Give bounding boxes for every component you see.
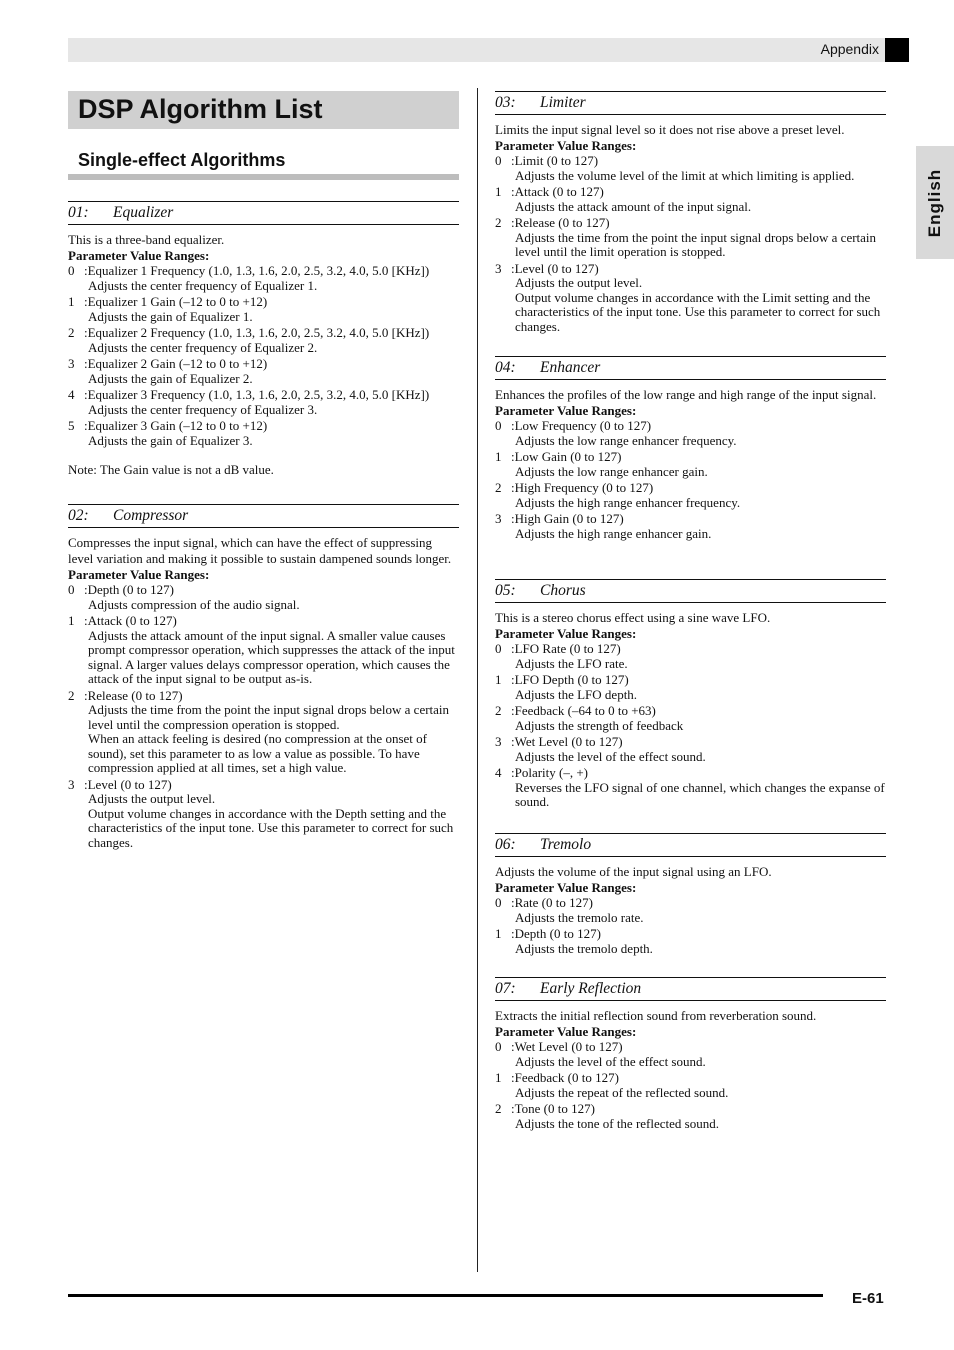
section-title: Compressor — [113, 507, 189, 524]
parameter-item — [495, 216, 886, 260]
parameter-name: :Level (0 to 127) — [84, 776, 172, 792]
parameter-item — [495, 896, 886, 925]
parameter-index: 0 — [495, 153, 502, 168]
parameter-description: Adjusts the LFO depth. — [515, 686, 638, 702]
parameter-name: :Tone (0 to 127) — [511, 1101, 595, 1116]
parameter-description: Adjusts the center frequency of Equalizer 1. — [88, 277, 318, 293]
parameter-name: :LFO Rate (0 to 127) — [511, 641, 621, 656]
parameter-description: Adjusts the strength of feedback — [515, 717, 684, 733]
parameter-index: 2 — [495, 703, 502, 718]
parameter-item — [495, 154, 886, 183]
parameter-description: Adjusts the output level. — [515, 275, 643, 290]
parameter-name: :Release (0 to 127) — [84, 687, 183, 703]
parameter-description: Adjusts the attack amount of the input signal. A smaller value causes prompt compressor operation, which suppresses the attack of the input signal. A larger values delays compressor operation, which causes the attack of the input signal to be output as-is. — [88, 627, 455, 686]
page-title: DSP Algorithm List — [78, 94, 323, 124]
parameter-name: :Release (0 to 127) — [511, 215, 610, 230]
parameter-item — [495, 450, 886, 479]
section-title: Early Reflection — [540, 980, 642, 997]
section-note: Note: The Gain value is not a dB value. — [68, 462, 274, 477]
parameter-name: :Limit (0 to 127) — [511, 153, 599, 168]
parameter-index: 3 — [68, 356, 75, 371]
page-title-box — [68, 91, 459, 129]
parameter-description: Adjusts the time from the point the input signal drops below a certain level until the compression operation is stopped. — [88, 702, 450, 732]
parameter-item — [495, 927, 886, 956]
parameter-description: Adjusts the LFO rate. — [515, 655, 628, 671]
parameter-ranges-label: Parameter Value Ranges: — [495, 626, 637, 641]
parameter-index: 2 — [495, 480, 502, 495]
parameter-index: 0 — [68, 263, 75, 278]
section-title: Limiter — [540, 94, 586, 111]
parameter-description: Reverses the LFO signal of one channel, which changes the expanse of sound. — [515, 779, 885, 809]
column-divider — [477, 88, 478, 1272]
header-label: Appendix — [820, 41, 879, 57]
parameter-item — [495, 1071, 886, 1100]
section-heading — [68, 504, 459, 528]
parameter-name: :Level (0 to 127) — [511, 260, 599, 276]
parameter-item — [495, 704, 886, 733]
parameter-description: Adjusts the volume level of the limit at which limiting is applied. — [515, 167, 855, 183]
parameter-item — [495, 185, 886, 214]
parameter-name: :Attack (0 to 127) — [84, 613, 177, 628]
section-number: 05: — [495, 582, 516, 599]
language-tab — [916, 146, 954, 259]
section-description: Compresses the input signal, which can have the effect of suppressing level variation and making it possible to sustain dampened sounds longer. — [68, 535, 452, 566]
section-number: 01: — [68, 204, 89, 221]
footer-rule — [68, 1294, 823, 1297]
section-number: 03: — [495, 94, 516, 111]
section-description: Extracts the initial reflection sound from reverberation sound. — [495, 1008, 817, 1023]
parameter-name: :Equalizer 2 Frequency (1.0, 1.3, 1.6, 2.0, 2.5, 3.2, 4.0, 5.0 [KHz]) — [84, 325, 430, 340]
parameter-name: :Equalizer 1 Frequency (1.0, 1.3, 1.6, 2.0, 2.5, 3.2, 4.0, 5.0 [KHz]) — [84, 263, 430, 278]
section-title: Chorus — [540, 582, 586, 599]
parameter-index: 1 — [495, 1070, 502, 1085]
parameter-index: 1 — [495, 184, 502, 199]
parameter-item — [68, 583, 459, 612]
parameter-item — [495, 735, 886, 764]
parameter-description: Adjusts the low range enhancer gain. — [515, 463, 708, 479]
parameter-name: :Depth (0 to 127) — [511, 926, 601, 941]
section-number: 06: — [495, 836, 516, 853]
parameter-item — [68, 357, 459, 386]
parameter-name: :Feedback (0 to 127) — [511, 1070, 619, 1085]
section-heading — [68, 201, 459, 225]
parameter-index: 2 — [495, 215, 502, 230]
parameter-item — [495, 1040, 886, 1069]
parameter-item — [68, 419, 459, 448]
parameter-ranges-label: Parameter Value Ranges: — [495, 403, 637, 418]
parameter-name: :Wet Level (0 to 127) — [511, 734, 623, 749]
section-tremolo — [495, 833, 886, 958]
parameter-description: Adjusts the output level. — [88, 791, 216, 806]
parameter-index: 5 — [68, 418, 75, 433]
section-heading — [495, 579, 886, 603]
parameter-ranges-label: Parameter Value Ranges: — [495, 880, 637, 895]
parameter-name: :High Gain (0 to 127) — [511, 511, 624, 526]
parameter-description: Adjusts the repeat of the reflected sound. — [515, 1084, 729, 1100]
parameter-description: Adjusts the tremolo rate. — [515, 909, 644, 925]
parameter-item — [68, 778, 459, 851]
parameter-name: :Wet Level (0 to 127) — [511, 1039, 623, 1054]
parameter-description: Adjusts the center frequency of Equalizer 3. — [88, 401, 318, 417]
parameter-index: 4 — [495, 765, 502, 780]
parameter-name: :Low Gain (0 to 127) — [511, 449, 622, 464]
parameter-name: :High Frequency (0 to 127) — [511, 480, 654, 495]
section-description: Adjusts the volume of the input signal using an LFO. — [495, 864, 772, 879]
parameter-description: Adjusts the gain of Equalizer 1. — [88, 308, 253, 324]
section-heading — [495, 833, 886, 857]
section-description: Limits the input signal level so it does not rise above a preset level. — [495, 122, 845, 137]
header-marker-block — [885, 38, 909, 62]
section-heading — [495, 977, 886, 1001]
parameter-index: 1 — [495, 672, 502, 687]
section-heading — [495, 356, 886, 380]
parameter-description: Adjusts the center frequency of Equalizer 2. — [88, 339, 318, 355]
section-title: Tremolo — [540, 836, 592, 853]
page-number: E-61 — [852, 1290, 884, 1307]
section-number: 02: — [68, 507, 89, 524]
parameter-name: :LFO Depth (0 to 127) — [511, 672, 629, 687]
parameter-name: :Low Frequency (0 to 127) — [511, 418, 652, 433]
parameter-description: Output volume changes in accordance with the Limit setting and the characteristics of the input tone. Use this parameter to correct for such changes. — [515, 289, 881, 334]
header-bar — [68, 38, 885, 62]
parameter-index: 3 — [495, 734, 502, 749]
parameter-index: 1 — [68, 613, 75, 628]
parameter-item — [68, 295, 459, 324]
parameter-name: :Feedback (–64 to 0 to +63) — [511, 703, 656, 718]
section-number: 07: — [495, 980, 516, 997]
parameter-index: 3 — [495, 260, 502, 276]
parameter-description: Adjusts the time from the point the input signal drops below a certain level until the limit operation is stopped. — [515, 229, 877, 259]
parameter-item — [495, 481, 886, 510]
parameter-name: :Rate (0 to 127) — [511, 895, 593, 910]
subtitle-underline — [68, 174, 459, 180]
parameter-name: :Equalizer 3 Gain (–12 to 0 to +12) — [84, 418, 268, 433]
section-description: This is a three-band equalizer. — [68, 232, 225, 247]
parameter-name: :Equalizer 1 Gain (–12 to 0 to +12) — [84, 294, 268, 309]
section-limiter — [495, 91, 886, 336]
parameter-index: 1 — [68, 294, 75, 309]
parameter-item — [495, 673, 886, 702]
parameter-item — [68, 689, 459, 776]
parameter-ranges-label: Parameter Value Ranges: — [68, 567, 210, 582]
parameter-index: 3 — [68, 776, 75, 792]
parameter-item — [68, 614, 459, 687]
parameter-item — [495, 512, 886, 541]
parameter-index: 1 — [495, 926, 502, 941]
parameter-name: :Equalizer 3 Frequency (1.0, 1.3, 1.6, 2.0, 2.5, 3.2, 4.0, 5.0 [KHz]) — [84, 387, 430, 402]
language-tab-label: English — [925, 168, 944, 237]
parameter-index: 0 — [495, 1039, 502, 1054]
section-heading — [495, 91, 886, 115]
parameter-ranges-label: Parameter Value Ranges: — [68, 248, 210, 263]
parameter-item — [495, 1102, 886, 1131]
parameter-name: :Equalizer 2 Gain (–12 to 0 to +12) — [84, 356, 268, 371]
parameter-item — [495, 419, 886, 448]
parameter-index: 4 — [68, 387, 75, 402]
section-compressor — [68, 504, 459, 852]
parameter-description: Adjusts the level of the effect sound. — [515, 1053, 706, 1069]
section-number: 04: — [495, 359, 516, 376]
parameter-ranges-label: Parameter Value Ranges: — [495, 1024, 637, 1039]
parameter-description: Adjusts the tremolo depth. — [515, 940, 653, 956]
section-title: Enhancer — [540, 359, 601, 376]
parameter-index: 2 — [495, 1101, 502, 1116]
page-subtitle: Single-effect Algorithms — [78, 150, 286, 170]
section-description: Enhances the profiles of the low range and high range of the input signal. — [495, 387, 877, 402]
parameter-index: 2 — [68, 687, 75, 703]
parameter-item — [495, 766, 886, 810]
parameter-item — [68, 326, 459, 355]
parameter-index: 2 — [68, 325, 75, 340]
section-early-reflection — [495, 977, 886, 1133]
parameter-description: Adjusts the gain of Equalizer 3. — [88, 432, 253, 448]
section-chorus — [495, 579, 886, 812]
parameter-description: Adjusts the tone of the reflected sound. — [515, 1115, 719, 1131]
parameter-ranges-label: Parameter Value Ranges: — [495, 138, 637, 153]
parameter-description: Adjusts the high range enhancer frequency. — [515, 494, 741, 510]
parameter-description: Adjusts the attack amount of the input signal. — [515, 198, 752, 214]
parameter-description: When an attack feeling is desired (no compression at the onset of sound), set this parameter to as low a value as possible. To have compression applied at all times, set a high value. — [88, 731, 427, 775]
section-description: This is a stereo chorus effect using a sine wave LFO. — [495, 610, 771, 625]
section-enhancer — [495, 356, 886, 543]
parameter-name: :Depth (0 to 127) — [84, 582, 174, 597]
parameter-index: 0 — [495, 418, 502, 433]
section-equalizer — [68, 201, 459, 478]
parameter-description: Adjusts compression of the audio signal. — [88, 596, 300, 612]
parameter-description: Output volume changes in accordance with the Depth setting and the characteristics of the input tone. Use this parameter to correct for such changes. — [88, 805, 454, 850]
parameter-index: 0 — [495, 895, 502, 910]
parameter-name: :Attack (0 to 127) — [511, 184, 604, 199]
parameter-index: 3 — [495, 511, 502, 526]
parameter-description: Adjusts the low range enhancer frequency. — [515, 432, 737, 448]
parameter-item — [495, 262, 886, 335]
parameter-item — [495, 642, 886, 671]
parameter-name: :Polarity (–, +) — [511, 765, 589, 780]
parameter-item — [68, 264, 459, 293]
parameter-index: 0 — [68, 582, 75, 597]
parameter-item — [68, 388, 459, 417]
section-title: Equalizer — [113, 204, 174, 221]
parameter-description: Adjusts the high range enhancer gain. — [515, 525, 712, 541]
parameter-index: 0 — [495, 641, 502, 656]
parameter-description: Adjusts the level of the effect sound. — [515, 748, 706, 764]
parameter-index: 1 — [495, 449, 502, 464]
parameter-description: Adjusts the gain of Equalizer 2. — [88, 370, 253, 386]
